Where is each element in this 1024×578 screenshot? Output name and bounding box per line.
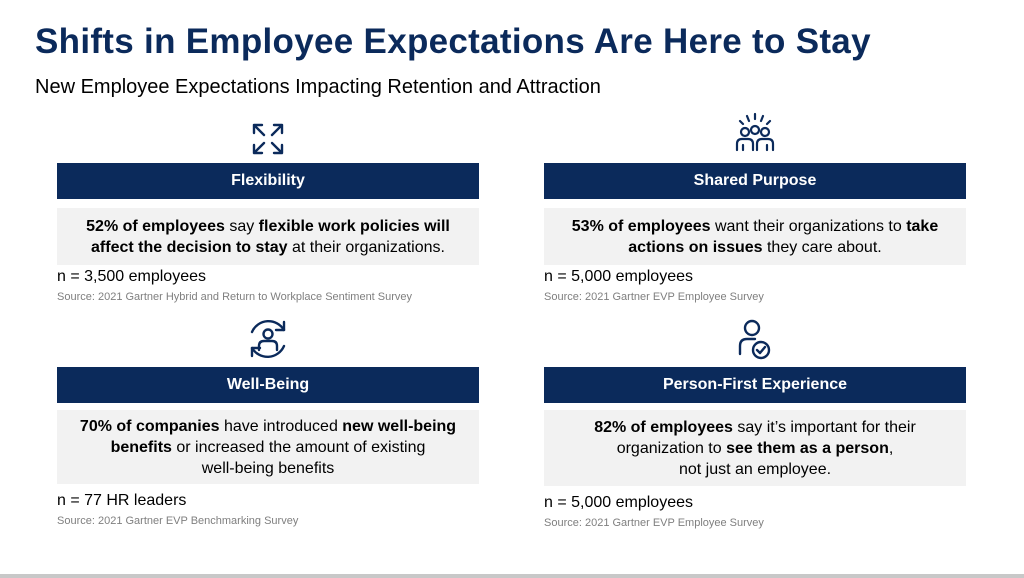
stat-emphasis: benefits [110,438,172,456]
card-flexibility [57,120,479,305]
card-heading: Person-First Experience [544,367,966,403]
stat-emphasis: take [906,217,939,235]
stat-emphasis: affect the decision to stay [91,238,288,256]
stat-line [554,417,956,438]
sample-size: n = 3,500 employees [57,268,206,285]
stat-text: well-being benefits [201,459,335,477]
stat-line [67,437,469,458]
card-well-being [57,316,479,531]
source-note: Source: 2021 Gartner EVP Employee Survey [544,517,764,529]
stat-emphasis: 70% of companies [79,417,220,435]
stat-text: say it’s important for their [732,418,916,436]
stat-text: they care about. [762,238,882,256]
card-heading: Flexibility [57,163,479,199]
stat-text: or increased the amount of existing [171,438,426,456]
stat-emphasis: 52% of employees [86,217,225,235]
slide-title: Shifts in Employee Expectations Are Here to Stay [35,22,871,61]
person-cycle-icon [244,316,292,362]
card-heading: Well-Being [57,367,479,403]
stat-line [554,216,956,237]
stat-text: want their organizations to [710,217,907,235]
stat-emphasis: 82% of employees [594,418,733,436]
stat-text: not just an employee. [678,460,832,478]
expand-arrows-icon [251,122,285,156]
stat-text: , [888,439,894,457]
source-note: Source: 2021 Gartner EVP Benchmarking Survey [57,515,299,527]
group-cheering-icon [733,112,777,154]
card-heading: Shared Purpose [544,163,966,199]
stat-line [67,416,469,437]
sample-size: n = 5,000 employees [544,268,693,285]
card-stat [544,410,966,486]
card-stat [544,208,966,265]
stat-line [67,458,469,479]
stat-emphasis: flexible work policies will [258,217,450,235]
footer-divider [0,574,1024,578]
stat-line [554,438,956,459]
stat-line [67,237,469,258]
card-stat [57,208,479,265]
card-person-first-experience [544,318,966,533]
person-check-icon [735,318,775,362]
stat-line [67,216,469,237]
source-note: Source: 2021 Gartner EVP Employee Survey [544,291,764,303]
source-note: Source: 2021 Gartner Hybrid and Return to Workplace Sentiment Survey [57,291,413,303]
stat-text: say [224,217,259,235]
stat-text: at their organizations. [287,238,445,256]
stat-line [554,237,956,258]
sample-size: n = 5,000 employees [544,494,693,511]
card-stat [57,410,479,484]
stat-emphasis: see them as a person [726,439,889,457]
stat-line [554,459,956,480]
sample-size: n = 77 HR leaders [57,492,187,509]
card-shared-purpose [544,112,966,305]
stat-text: have introduced [219,417,343,435]
stat-emphasis: new well-being [342,417,457,435]
stat-emphasis: actions on issues [628,238,763,256]
slide-subtitle: New Employee Expectations Impacting Retention and Attraction [35,76,601,98]
stat-emphasis: 53% of employees [571,217,711,235]
stat-text: organization to [616,439,727,457]
